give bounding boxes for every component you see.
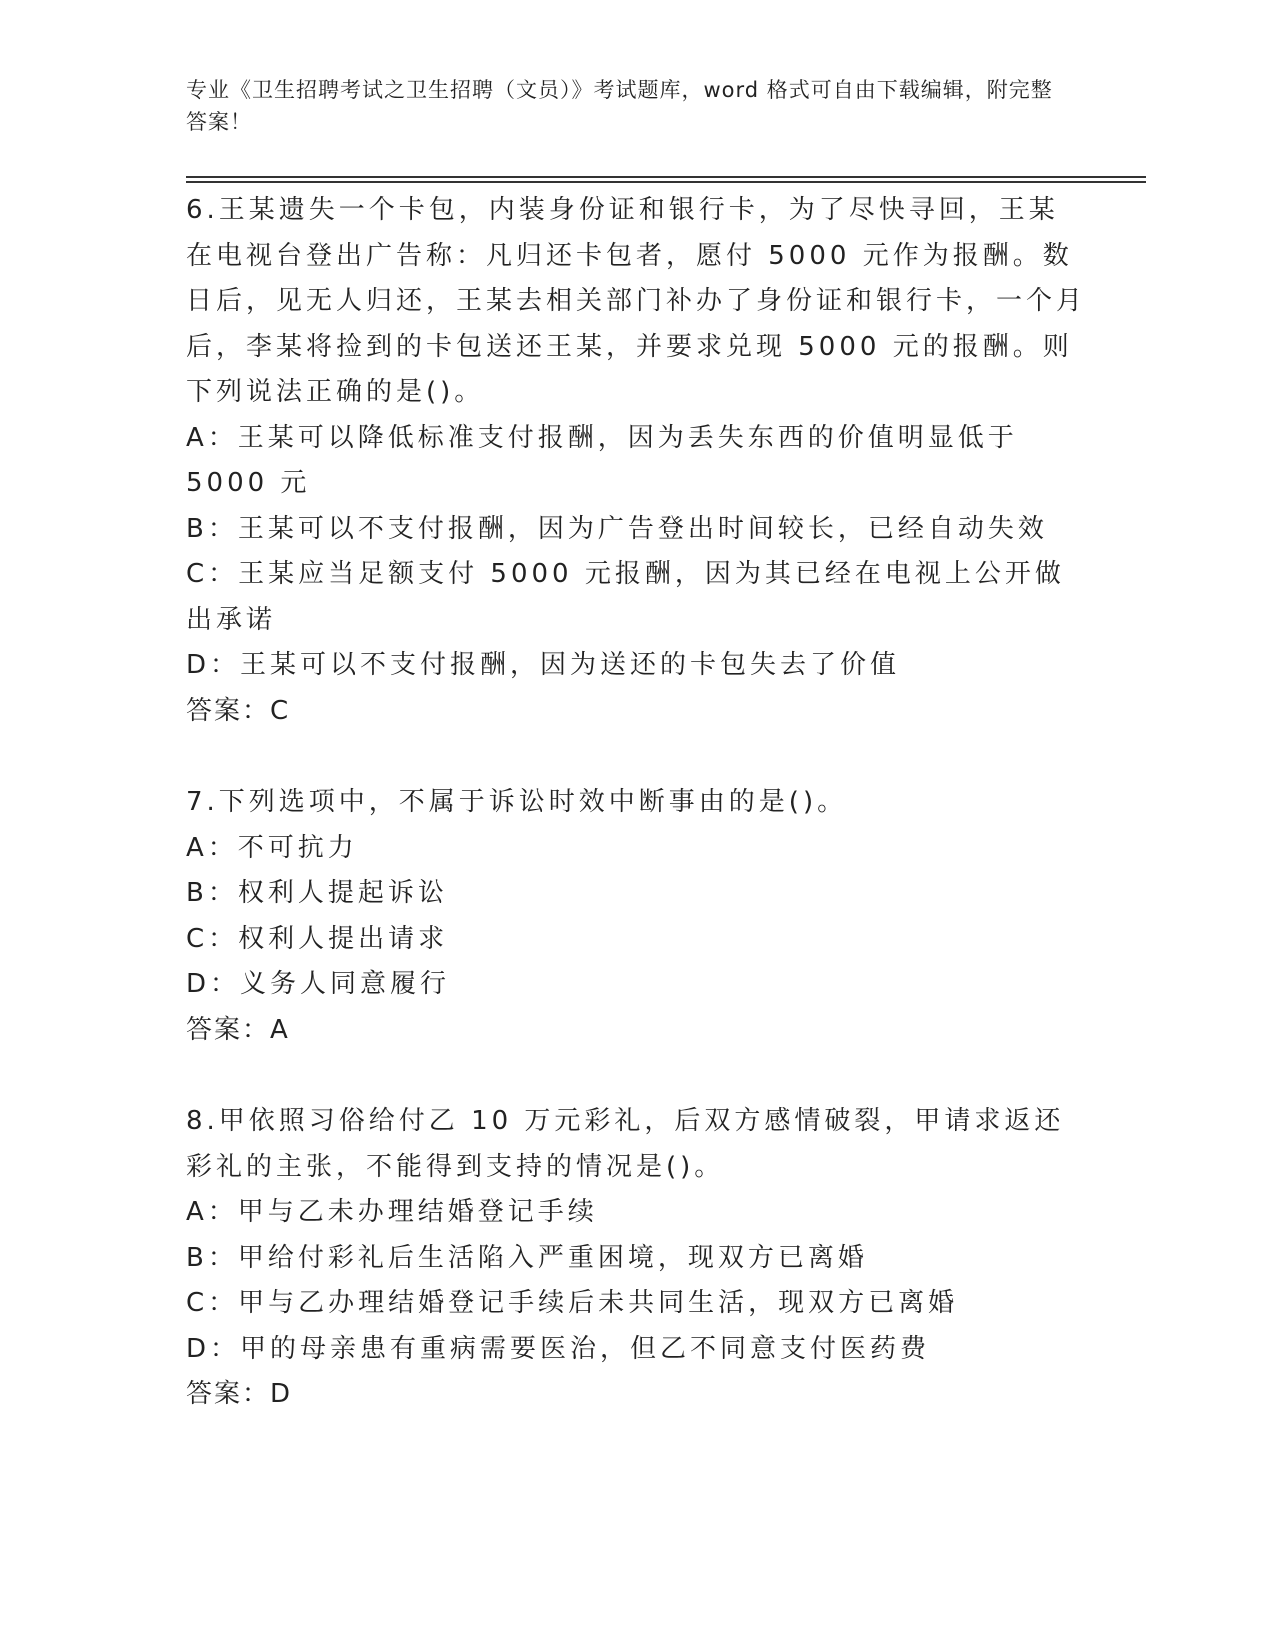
question-8 <box>186 1099 1086 1418</box>
option-b: B：甲给付彩礼后生活陷入严重困境，现双方已离婚 <box>186 1242 868 1273</box>
option-c: C：权利人提出请求 <box>186 923 449 954</box>
question-stem: 6.王某遗失一个卡包，内装身份证和银行卡，为了尽快寻回，王某在电视台登出广告称：凡归还卡包者，愿付 5000 元作为报酬。数日后，见无人归还，王某去相关部门补办了身份证和银行卡，一个月后，李某将捡到的卡包送还王某，并要求兑现 5000 元的报酬。则下列说法正确的是()。 <box>186 195 1087 407</box>
answer: 答案：C <box>186 695 291 726</box>
question-list <box>186 188 1086 1418</box>
answer: 答案：D <box>186 1379 293 1409</box>
question-7 <box>186 780 1086 1053</box>
header-divider-bottom <box>186 181 1146 183</box>
option-a: A：王某可以降低标准支付报酬，因为丢失东西的价值明显低于 5000 元 <box>186 422 1018 498</box>
question-stem: 7.下列选项中，不属于诉讼时效中断事由的是()。 <box>186 787 848 817</box>
question-6 <box>186 188 1086 734</box>
option-c: C：王某应当足额支付 5000 元报酬，因为其已经在电视上公开做出承诺 <box>186 559 1065 635</box>
option-d: D：义务人同意履行 <box>186 969 451 999</box>
option-c: C：甲与乙办理结婚登记手续后未共同生活，现双方已离婚 <box>186 1288 959 1318</box>
header-divider-top <box>186 176 1146 178</box>
document-header: 专业《卫生招聘考试之卫生招聘（文员）》考试题库，word 格式可自由下载编辑，附完整答案！ <box>186 78 1053 134</box>
answer: 答案：A <box>186 1014 290 1045</box>
option-a: A：不可抗力 <box>186 832 358 863</box>
option-d: D：王某可以不支付报酬，因为送还的卡包失去了价值 <box>186 650 901 680</box>
option-d: D：甲的母亲患有重病需要医治，但乙不同意支付医药费 <box>186 1333 931 1364</box>
option-b: B：王某可以不支付报酬，因为广告登出时间较长，已经自动失效 <box>186 513 1048 544</box>
question-stem: 8.甲依照习俗给付乙 10 万元彩礼，后双方感情破裂，甲请求返还彩礼的主张，不能得到支持的情况是()。 <box>186 1106 1065 1182</box>
option-b: B：权利人提起诉讼 <box>186 878 448 908</box>
option-a: A：甲与乙未办理结婚登记手续 <box>186 1197 598 1227</box>
